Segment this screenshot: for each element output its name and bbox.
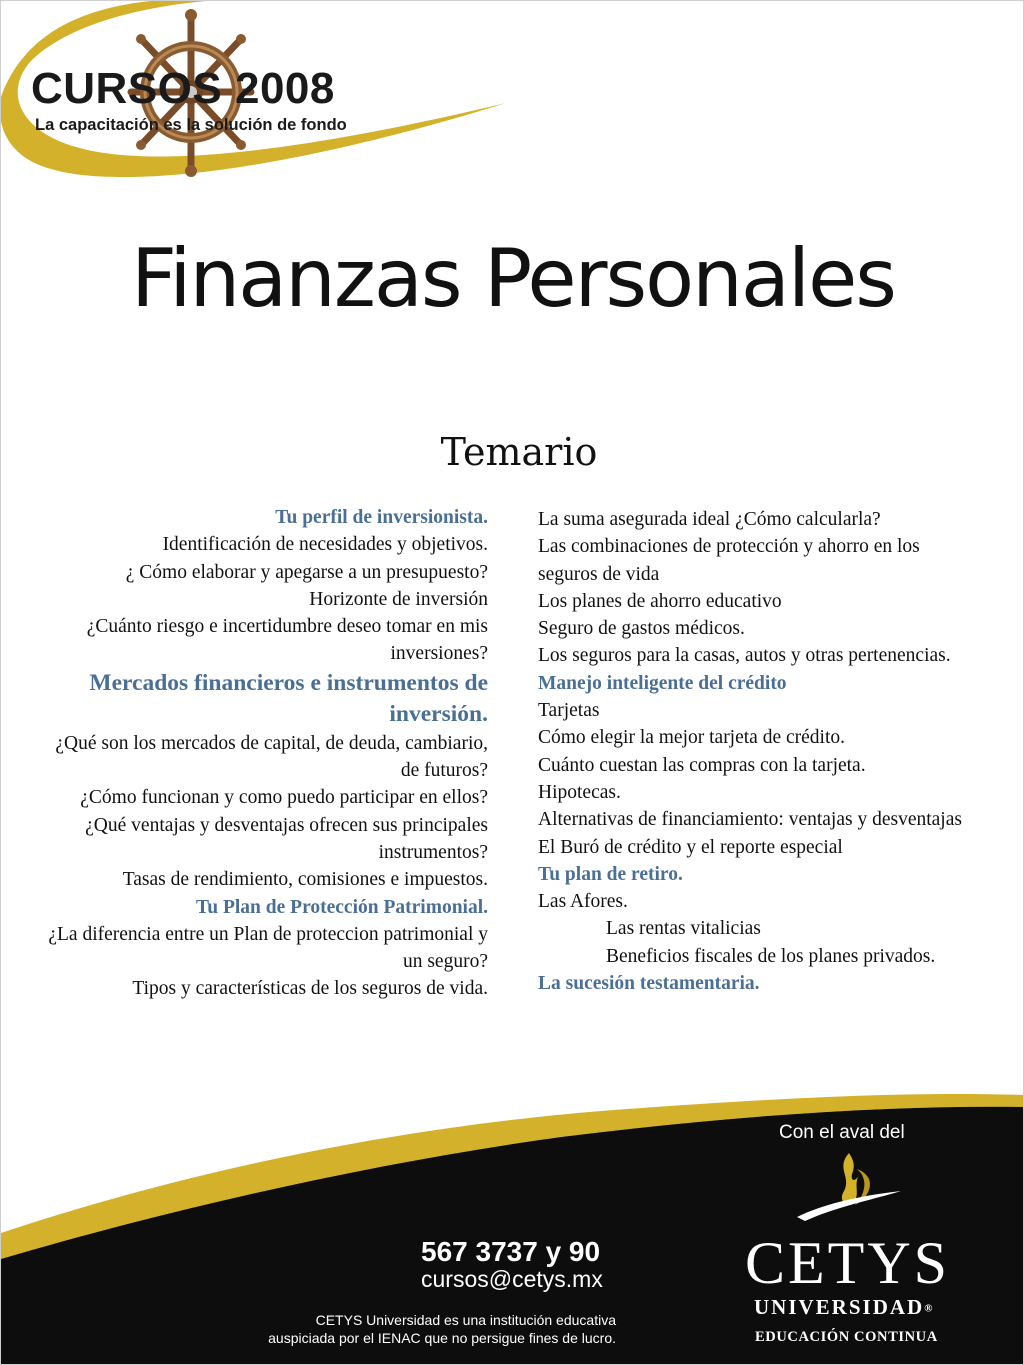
topic-item: Hipotecas. (538, 781, 621, 803)
disclaimer (268, 1311, 616, 1347)
contact-phone: 567 3737 y 90 (421, 1236, 601, 1267)
disclaimer-line: auspiciada por el IENAC que no persigue fines de lucro. (268, 1330, 616, 1346)
cetys-logo-sub: UNIVERSIDAD® (754, 1295, 933, 1319)
brand-tagline: La capacitación es la solución de fondo (35, 116, 347, 134)
topic-heading: Mercados financieros e instrumentos de inversión. (89, 669, 488, 727)
topic-item: Tarjetas (538, 700, 600, 722)
topic-item: Identificación de necesidades y objetivos. (162, 534, 488, 556)
topic-item: Cómo elegir la mejor tarjeta de crédito. (538, 727, 846, 749)
topic-item: Alternativas de financiamiento: ventajas y desventajas (538, 809, 962, 831)
topic-item: La suma asegurada ideal ¿Cómo calcularla? (538, 509, 881, 530)
endorsement-label: Con el aval del (779, 1122, 905, 1143)
topic-heading: Manejo inteligente del crédito (538, 672, 787, 694)
topic-item: Cuánto cuestan las compras con la tarjeta. (538, 754, 866, 776)
topic-item: ¿Qué son los mercados de capital, de deuda, cambiario, de futuros? (55, 732, 488, 782)
topic-subitem: Las rentas vitalicias (606, 918, 761, 940)
topic-item: ¿La diferencia entre un Plan de proteccion patrimonial y un seguro? (48, 923, 488, 973)
cetys-logo-name: CETYS (745, 1230, 951, 1296)
contact-email[interactable]: cursos@cetys.mx (421, 1266, 603, 1292)
topic-item: Las combinaciones de protección y ahorro en los seguros de vida (538, 536, 920, 585)
topic-subitem: Beneficios fiscales de los planes privados. (606, 945, 936, 967)
topic-item: Tasas de rendimiento, comisiones e impuestos. (122, 869, 488, 891)
topic-heading: Tu perfil de inversionista. (275, 507, 488, 528)
page-title: Finanzas Personales (131, 232, 895, 325)
topic-heading: Tu Plan de Protección Patrimonial. (196, 896, 488, 918)
topic-heading: Tu plan de retiro. (538, 863, 683, 885)
disclaimer-line: CETYS Universidad es una institución educativa (315, 1312, 616, 1328)
topic-item: Los planes de ahorro educativo (538, 590, 782, 612)
topic-item: ¿Qué ventajas y desventajas ofrecen sus principales instrumentos? (85, 814, 488, 863)
flame-icon (795, 1151, 905, 1223)
cetys-logo-dept: EDUCACIÓN CONTINUA (755, 1329, 938, 1345)
topic-item: Las Afores. (538, 891, 628, 913)
topic-item: ¿ Cómo elaborar y apegarse a un presupuesto? (125, 561, 488, 583)
section-subtitle: Temario (440, 430, 598, 474)
topic-item: Los seguros para la casas, autos y otras pertenencias. (538, 645, 951, 667)
topic-item: El Buró de crédito y el reporte especial (538, 836, 843, 858)
topics-right-column (538, 506, 978, 997)
topic-item: Horizonte de inversión (309, 588, 488, 610)
topic-item: ¿Cómo funcionan y como puedo participar en ellos? (80, 787, 488, 809)
topic-item: ¿Cuánto riesgo e incertidumbre deseo tomar en mis inversiones? (86, 616, 488, 665)
topic-heading: La sucesión testamentaria. (538, 973, 760, 995)
brand-title: CURSOS 2008 (31, 64, 335, 113)
topic-item: Seguro de gastos médicos. (538, 618, 745, 640)
topic-item: Tipos y características de los seguros de vida. (132, 978, 488, 1000)
topics-left-column (41, 504, 488, 1003)
